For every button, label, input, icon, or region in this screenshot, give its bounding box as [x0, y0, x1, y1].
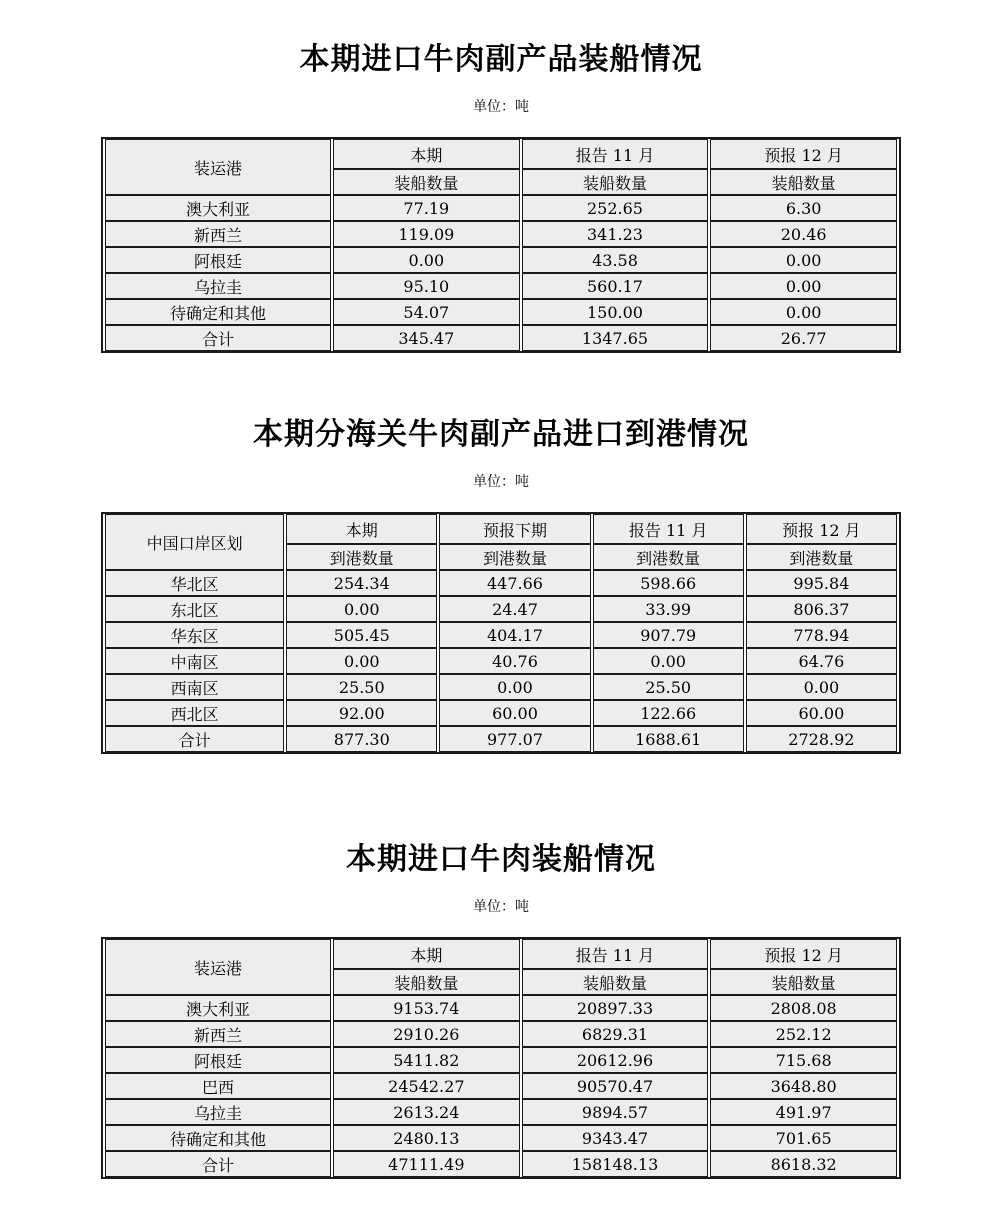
total-row [105, 726, 897, 752]
row-label: 巴西 [105, 1073, 331, 1099]
table-cell: 47111.49 [333, 1151, 520, 1177]
table-cell: 701.65 [710, 1125, 897, 1151]
table-cell: 0.00 [710, 299, 897, 325]
table-cell: 0.00 [286, 648, 437, 674]
table-cell: 64.76 [746, 648, 897, 674]
column-period-header: 预报下期 [439, 514, 590, 544]
row-label: 华东区 [105, 622, 284, 648]
column-period-header: 预报 12 月 [710, 939, 897, 969]
byproduct-arrival-table [101, 512, 901, 754]
column-measure-header: 到港数量 [286, 544, 437, 570]
table-cell: 404.17 [439, 622, 590, 648]
column-measure-header: 装船数量 [333, 169, 520, 195]
table-cell: 252.12 [710, 1021, 897, 1047]
unit-label: 单位：吨 [473, 99, 529, 115]
table-cell: 806.37 [746, 596, 897, 622]
table-cell: 95.10 [333, 273, 520, 299]
table-cell: 20612.96 [522, 1047, 709, 1073]
byproduct-shipment-table [101, 137, 901, 353]
header-period-row [105, 514, 897, 544]
table-row [105, 1021, 897, 1047]
section-beef-byproduct-shipment [0, 42, 1002, 353]
row-label: 西南区 [105, 674, 284, 700]
table-cell: 40.76 [439, 648, 590, 674]
table-row [105, 700, 897, 726]
table-container [101, 137, 901, 353]
row-label: 乌拉圭 [105, 1099, 331, 1125]
total-row [105, 325, 897, 351]
table-cell: 345.47 [333, 325, 520, 351]
section-beef-byproduct-arrival [0, 417, 1002, 754]
table-cell: 6.30 [710, 195, 897, 221]
table-cell: 20897.33 [522, 995, 709, 1021]
table-cell: 9894.57 [522, 1099, 709, 1125]
table-row [105, 1099, 897, 1125]
table-cell: 491.97 [710, 1099, 897, 1125]
table-cell: 150.00 [522, 299, 709, 325]
table-cell: 598.66 [593, 570, 744, 596]
unit-label: 单位：吨 [473, 899, 529, 915]
table-cell: 24.47 [439, 596, 590, 622]
column-period-header: 预报 12 月 [746, 514, 897, 544]
table-cell: 77.19 [333, 195, 520, 221]
table-cell: 25.50 [286, 674, 437, 700]
table-cell: 2808.08 [710, 995, 897, 1021]
row-label: 澳大利亚 [105, 195, 331, 221]
column-measure-header: 装船数量 [333, 969, 520, 995]
table-row [105, 273, 897, 299]
table-cell: 2728.92 [746, 726, 897, 752]
table-container [101, 512, 901, 754]
table-cell: 9343.47 [522, 1125, 709, 1151]
table-row [105, 247, 897, 273]
column-measure-header: 到港数量 [746, 544, 897, 570]
table-cell: 0.00 [333, 247, 520, 273]
table-cell: 0.00 [593, 648, 744, 674]
row-label: 中南区 [105, 648, 284, 674]
row-label: 新西兰 [105, 221, 331, 247]
table-cell: 2613.24 [333, 1099, 520, 1125]
table-cell: 9153.74 [333, 995, 520, 1021]
table-cell: 877.30 [286, 726, 437, 752]
table-cell: 977.07 [439, 726, 590, 752]
table-row [105, 195, 897, 221]
table-row [105, 1125, 897, 1151]
table-cell: 119.09 [333, 221, 520, 247]
table-cell: 90570.47 [522, 1073, 709, 1099]
section-beef-shipment [0, 842, 1002, 1179]
row-label: 待确定和其他 [105, 1125, 331, 1151]
table-cell: 341.23 [522, 221, 709, 247]
table-cell: 24542.27 [333, 1073, 520, 1099]
table-cell: 60.00 [439, 700, 590, 726]
table-cell: 60.00 [746, 700, 897, 726]
row-header-title: 装运港 [105, 139, 331, 195]
table-cell: 995.84 [746, 570, 897, 596]
table-row [105, 648, 897, 674]
table-row [105, 995, 897, 1021]
table-cell: 54.07 [333, 299, 520, 325]
row-label: 合计 [105, 325, 331, 351]
table-cell: 26.77 [710, 325, 897, 351]
table-row [105, 299, 897, 325]
row-label: 待确定和其他 [105, 299, 331, 325]
table-cell: 560.17 [522, 273, 709, 299]
row-label: 西北区 [105, 700, 284, 726]
column-period-header: 本期 [333, 139, 520, 169]
column-measure-header: 装船数量 [522, 169, 709, 195]
row-label: 阿根廷 [105, 247, 331, 273]
column-period-header: 本期 [286, 514, 437, 544]
row-label: 合计 [105, 1151, 331, 1177]
table-cell: 3648.80 [710, 1073, 897, 1099]
table-row [105, 1047, 897, 1073]
table-cell: 0.00 [439, 674, 590, 700]
column-measure-header: 装船数量 [710, 969, 897, 995]
row-header-title: 中国口岸区划 [105, 514, 284, 570]
table-row [105, 570, 897, 596]
section-title: 本期进口牛肉装船情况 [346, 842, 656, 877]
table-row [105, 622, 897, 648]
section-title: 本期分海关牛肉副产品进口到港情况 [253, 417, 749, 452]
column-measure-header: 到港数量 [593, 544, 744, 570]
column-measure-header: 装船数量 [522, 969, 709, 995]
row-label: 新西兰 [105, 1021, 331, 1047]
table-cell: 122.66 [593, 700, 744, 726]
table-cell: 2910.26 [333, 1021, 520, 1047]
table-cell: 25.50 [593, 674, 744, 700]
table-container [101, 937, 901, 1179]
row-label: 东北区 [105, 596, 284, 622]
table-cell: 447.66 [439, 570, 590, 596]
beef-shipment-table [101, 937, 901, 1179]
column-period-header: 报告 11 月 [593, 514, 744, 544]
table-cell: 158148.13 [522, 1151, 709, 1177]
table-cell: 20.46 [710, 221, 897, 247]
table-cell: 0.00 [710, 247, 897, 273]
table-row [105, 221, 897, 247]
column-measure-header: 到港数量 [439, 544, 590, 570]
table-cell: 1347.65 [522, 325, 709, 351]
table-cell: 715.68 [710, 1047, 897, 1073]
table-cell: 33.99 [593, 596, 744, 622]
table-cell: 252.65 [522, 195, 709, 221]
table-cell: 8618.32 [710, 1151, 897, 1177]
column-period-header: 报告 11 月 [522, 939, 709, 969]
table-cell: 778.94 [746, 622, 897, 648]
table-cell: 254.34 [286, 570, 437, 596]
table-cell: 907.79 [593, 622, 744, 648]
column-measure-header: 装船数量 [710, 169, 897, 195]
table-row [105, 674, 897, 700]
table-cell: 505.45 [286, 622, 437, 648]
row-label: 华北区 [105, 570, 284, 596]
table-row [105, 1073, 897, 1099]
table-cell: 43.58 [522, 247, 709, 273]
row-label: 澳大利亚 [105, 995, 331, 1021]
table-cell: 2480.13 [333, 1125, 520, 1151]
table-row [105, 596, 897, 622]
unit-label: 单位：吨 [473, 474, 529, 490]
row-label: 乌拉圭 [105, 273, 331, 299]
header-period-row [105, 939, 897, 969]
total-row [105, 1151, 897, 1177]
column-period-header: 预报 12 月 [710, 139, 897, 169]
table-cell: 0.00 [286, 596, 437, 622]
table-cell: 0.00 [746, 674, 897, 700]
table-cell: 92.00 [286, 700, 437, 726]
row-label: 阿根廷 [105, 1047, 331, 1073]
column-period-header: 本期 [333, 939, 520, 969]
header-period-row [105, 139, 897, 169]
table-cell: 1688.61 [593, 726, 744, 752]
row-header-title: 装运港 [105, 939, 331, 995]
table-cell: 5411.82 [333, 1047, 520, 1073]
row-label: 合计 [105, 726, 284, 752]
column-period-header: 报告 11 月 [522, 139, 709, 169]
table-cell: 6829.31 [522, 1021, 709, 1047]
section-title: 本期进口牛肉副产品装船情况 [299, 42, 703, 77]
table-cell: 0.00 [710, 273, 897, 299]
